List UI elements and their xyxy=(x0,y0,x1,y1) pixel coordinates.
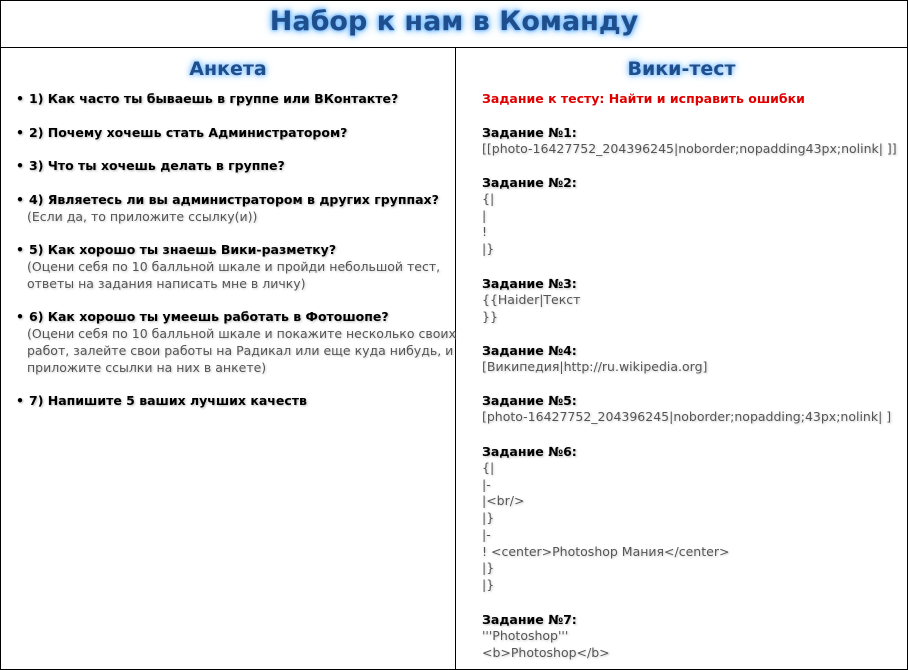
task-2-code: {| | ! |} xyxy=(482,191,495,257)
task-1-code: [[photo-16427752_204396245|noborder;nopadding43px;nolink| ]] xyxy=(482,141,897,156)
bullet: • xyxy=(16,309,24,324)
column-divider xyxy=(455,48,456,669)
question-text: 1) Как часто ты бываешь в группе или ВКонтакте? xyxy=(29,91,399,106)
question-note-line: (Оцени себя по 10 балльной шкале и пройди небольшой тест, xyxy=(27,259,441,274)
question-text: 3) Что ты хочешь делать в группе? xyxy=(29,158,285,173)
question-note-line: (Оцени себя по 10 балльной шкале и покажите несколько своих xyxy=(27,326,456,341)
question-text: 2) Почему хочешь стать Администратором? xyxy=(29,125,348,140)
task-7-code: '''Photoshop''' <b>Photoshop</b> xyxy=(482,628,610,660)
bullet: • xyxy=(16,158,24,173)
task-4-heading: Задание №4: xyxy=(482,343,577,358)
question-text: 4) Являетесь ли вы администратором в других группах? xyxy=(29,192,439,207)
test-instructions: Задание к тесту: Найти и исправить ошибки xyxy=(482,91,805,106)
page-title: Набор к нам в Команду xyxy=(269,6,639,37)
task-5-code: [photo-16427752_204396245|noborder;nopadding;43px;nolink| ] xyxy=(482,409,892,424)
task-5-heading: Задание №5: xyxy=(482,393,577,408)
question-5 xyxy=(16,242,336,257)
question-3 xyxy=(16,158,285,173)
task-3-heading: Задание №3: xyxy=(482,276,577,291)
bullet: • xyxy=(16,242,24,257)
task-6-code: {| |- |<br/> |} |- ! <center>Photoshop Мания</center> |} |} xyxy=(482,460,730,592)
bullet: • xyxy=(16,393,24,408)
question-1 xyxy=(16,91,398,106)
header-bar xyxy=(1,1,907,48)
bullet: • xyxy=(16,125,24,140)
task-2-heading: Задание №2: xyxy=(482,175,577,190)
bullet: • xyxy=(16,91,24,106)
question-text: 6) Как хорошо ты умеешь работать в Фотошопе? xyxy=(29,309,389,324)
task-7-heading: Задание №7: xyxy=(482,612,577,627)
question-text: 5) Как хорошо ты знаешь Вики-разметку? xyxy=(29,242,337,257)
bullet: • xyxy=(16,192,24,207)
question-note-line: работ, залейте свои работы на Радикал или еще куда нибудь, и xyxy=(27,343,454,358)
question-6 xyxy=(16,309,389,324)
questionnaire-title: Анкета xyxy=(189,58,267,80)
question-4 xyxy=(16,192,439,207)
task-4-code: [Википедия|http://ru.wikipedia.org] xyxy=(482,359,708,374)
question-note-line: приложите ссылки на них в анкете) xyxy=(27,360,267,375)
task-6-heading: Задание №6: xyxy=(482,444,577,459)
task-3-code: {{Haider|Текст }} xyxy=(482,292,581,324)
task-1-heading: Задание №1: xyxy=(482,125,577,140)
question-note: (Если да, то приложите ссылку(и)) xyxy=(27,209,258,224)
question-text: 7) Напишите 5 ваших лучших качеств xyxy=(29,393,307,408)
wiki-test-title: Вики-тест xyxy=(627,58,736,80)
question-note-line: ответы на задания написать мне в личку) xyxy=(27,276,306,291)
question-2 xyxy=(16,125,347,140)
question-7 xyxy=(16,393,307,408)
